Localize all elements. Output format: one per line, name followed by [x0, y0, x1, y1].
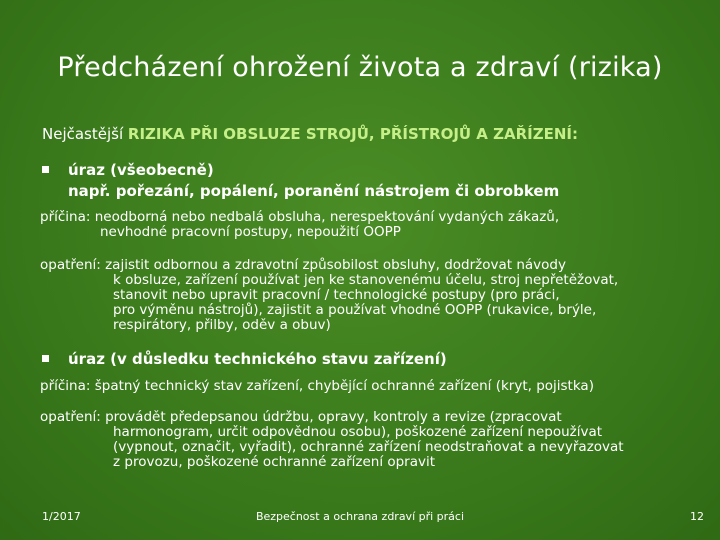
cause-1-line-1: příčina: neodborná nebo nedbalá obsluha, nerespektování vydaných zákazů,	[40, 209, 560, 225]
footer-title: Bezpečnost a ochrana zdraví při práci	[255, 510, 465, 523]
footer-date: 1/2017	[42, 510, 81, 523]
cause-paragraph-2	[40, 379, 700, 394]
measure-paragraph-2	[40, 410, 700, 470]
intro-lead: Nejčastější	[42, 125, 128, 143]
measure-1-line-1: opatření: zajistit odbornou a zdravotní způsobilost obsluhy, dodržovat návody	[40, 257, 566, 273]
measure-2-line-3: (vypnout, označit, vyřadit), ochranné zařízení neodstraňovat a nevyřazovat	[113, 439, 624, 455]
bullet-2-heading: úraz (v důsledku technického stavu zařízení)	[68, 350, 447, 368]
measure-2-line-1: opatření: provádět předepsanou údržbu, opravy, kontroly a revize (zpracovat	[40, 409, 562, 425]
measure-2-line-2: harmonogram, určit odpovědnou osobu), poškozené zařízení nepoužívat	[113, 424, 603, 440]
measure-2-line-4: z provozu, poškozené ochranné zařízení opravit	[113, 454, 436, 470]
measure-1-line-4: pro výměnu nástrojů), zajistit a používat vhodné OOPP (rukavice, brýle,	[113, 302, 597, 318]
intro-line	[42, 124, 702, 144]
intro-accent: RIZIKA PŘI OBSLUZE STROJŮ, PŘÍSTROJŮ A ZAŘÍZENÍ:	[127, 125, 579, 143]
cause-1-line-2: nevhodné pracovní postupy, nepoužití OOPP	[100, 224, 401, 240]
cause-paragraph-1	[40, 210, 700, 240]
bullet-1-heading: úraz (všeobecně)	[68, 161, 214, 179]
measure-1-line-5: respirátory, přilby, oděv a obuv)	[113, 317, 331, 333]
bullet-square-icon	[42, 355, 49, 362]
measure-1-line-2: k obsluze, zařízení používat jen ke stanovenému účelu, stroj nepřetěžovat,	[113, 272, 619, 288]
measure-1-line-3: stanovit nebo upravit pracovní / technologické postupy (pro práci,	[113, 287, 560, 303]
measure-paragraph-1	[40, 258, 700, 333]
bullet-1-detail: např. pořezání, popálení, poranění nástrojem či obrobkem	[68, 182, 560, 200]
bullet-square-icon	[42, 166, 49, 173]
slide-title: Předcházení ohrožení života a zdraví (rizika)	[57, 52, 663, 83]
cause-2-line-1: příčina: špatný technický stav zařízení, chybějící ochranné zařízení (kryt, pojistka)	[40, 378, 594, 394]
footer-page-number: 12	[690, 510, 704, 523]
